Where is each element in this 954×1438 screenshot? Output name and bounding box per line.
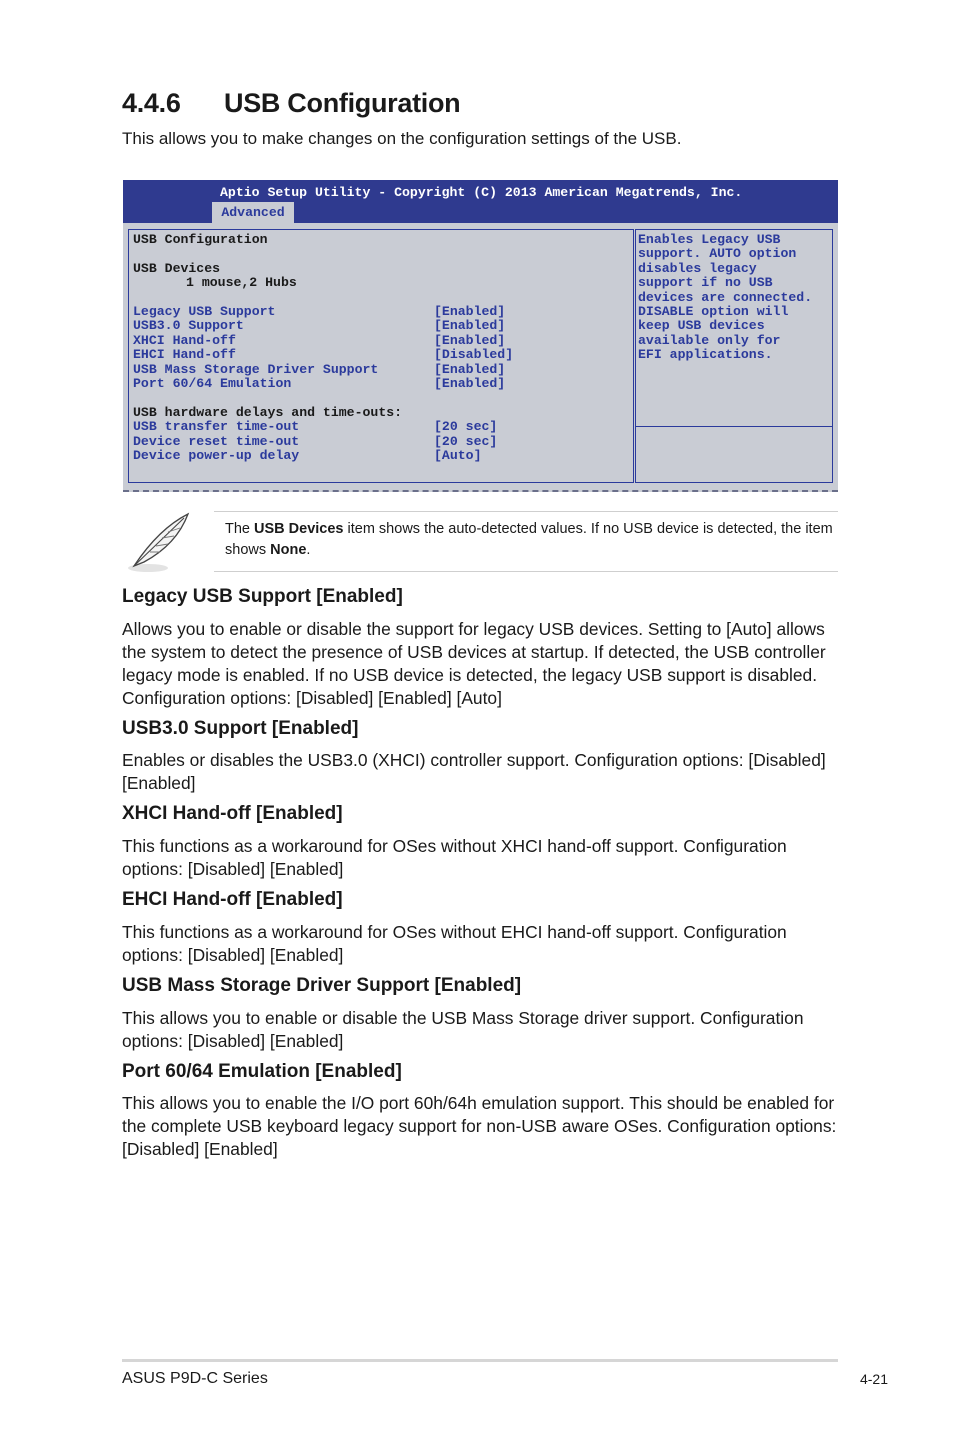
setting-usb30-support[interactable]: USB3.0 Support <box>133 318 244 333</box>
note-text <box>225 519 835 561</box>
setting-device-reset-timeout[interactable]: Device reset time-out <box>133 434 300 449</box>
item-text-legacy-usb: Allows you to enable or disable the support for legacy USB devices. Setting to [Auto] allows the system to detect the presence of USB devices at startup. If detected, the USB controller legacy mode is enabled. If no USB device is detected, the legacy USB support is disabled. Configuration options: [Disabled] [Enabled] [Auto] <box>122 619 826 708</box>
item-heading-xhci: XHCI Hand-off [Enabled] <box>122 803 343 824</box>
item-text-port-6064: This allows you to enable the I/O port 60h/64h emulation support. This should be enabled for the complete USB keyboard legacy support for non-USB aware OSes. Configuration options: [Disabled] [Enabled] <box>122 1093 837 1159</box>
section-intro: This allows you to make changes on the configuration settings of the USB. <box>122 129 682 148</box>
item-heading-usb30: USB3.0 Support [Enabled] <box>122 718 359 739</box>
setting-usb-mass-storage-value[interactable]: [Enabled] <box>434 362 506 377</box>
bios-help-divider <box>636 426 832 427</box>
setting-ehci-hand-off[interactable]: EHCI Hand-off <box>133 347 236 362</box>
item-text-ehci: This functions as a workaround for OSes without EHCI hand-off support. Configuration options: [Disabled] [Enabled] <box>122 922 787 965</box>
bios-help-text: Enables Legacy USB support. AUTO option disables legacy support if no USB devices are connected. DISABLE option will keep USB devices available only for EFI applications. <box>638 232 813 363</box>
bios-heading: USB Configuration <box>133 232 268 247</box>
footer-product: ASUS P9D-C Series <box>122 1370 268 1387</box>
item-heading-ehci: EHCI Hand-off [Enabled] <box>122 889 343 910</box>
setting-port-6064-emulation[interactable]: Port 60/64 Emulation <box>133 376 292 391</box>
footer-page-number: 4-21 <box>859 1371 888 1387</box>
section-title <box>122 88 460 119</box>
item-heading-mass-storage: USB Mass Storage Driver Support [Enabled] <box>122 975 522 996</box>
note-pre: The <box>225 521 255 537</box>
note-top-rule <box>214 511 838 512</box>
setting-port-6064-emulation-value[interactable]: [Enabled] <box>434 376 506 391</box>
bios-body <box>123 223 838 492</box>
section-title-text: USB Configuration <box>224 88 461 118</box>
section-number: 4.4.6 <box>122 88 181 118</box>
setting-ehci-hand-off-value[interactable]: [Disabled] <box>434 347 514 362</box>
item-heading-legacy-usb: Legacy USB Support [Enabled] <box>122 586 403 607</box>
feather-pen-icon <box>124 508 196 578</box>
setting-xhci-hand-off[interactable]: XHCI Hand-off <box>133 333 236 348</box>
usb-devices-value: 1 mouse,2 Hubs <box>186 275 297 290</box>
setting-device-powerup-delay-value[interactable]: [Auto] <box>434 448 482 463</box>
bios-title: Aptio Setup Utility - Copyright (C) 2013 American Megatrends, Inc. <box>220 185 743 200</box>
footer-rule <box>122 1359 838 1362</box>
note-bold-usb-devices: USB Devices <box>254 521 344 537</box>
setting-usb-mass-storage[interactable]: USB Mass Storage Driver Support <box>133 362 379 377</box>
bios-header <box>123 180 838 223</box>
item-text-mass-storage: This allows you to enable or disable the USB Mass Storage driver support. Configuration options: [Disabled] [Enabled] <box>122 1008 804 1051</box>
bios-bottom-dashes <box>123 490 838 492</box>
note-bold-none: None <box>270 542 307 558</box>
setting-legacy-usb-support[interactable]: Legacy USB Support <box>133 304 276 319</box>
note-post: . <box>306 542 311 558</box>
note-bottom-rule <box>214 571 838 572</box>
setting-usb-transfer-timeout-value[interactable]: [20 sec] <box>434 419 498 434</box>
note-mid: item shows the auto-detected values. If no USB device is detected, the item shows <box>225 521 833 558</box>
setting-device-reset-timeout-value[interactable]: [20 sec] <box>434 434 498 449</box>
setting-legacy-usb-support-value[interactable]: [Enabled] <box>434 304 506 319</box>
bios-help-panel <box>635 229 833 483</box>
setting-usb30-support-value[interactable]: [Enabled] <box>434 318 506 333</box>
bios-tab-advanced[interactable]: Advanced <box>212 202 294 223</box>
setting-usb-transfer-timeout[interactable]: USB transfer time-out <box>133 419 300 434</box>
setting-device-powerup-delay[interactable]: Device power-up delay <box>133 448 300 463</box>
item-heading-port-6064: Port 60/64 Emulation [Enabled] <box>122 1061 402 1082</box>
item-text-xhci: This functions as a workaround for OSes without XHCI hand-off support. Configuration options: [Disabled] [Enabled] <box>122 836 787 879</box>
usb-devices-label: USB Devices <box>133 261 221 276</box>
timeouts-heading: USB hardware delays and time-outs: <box>133 405 403 420</box>
bios-settings-panel <box>128 229 634 483</box>
bios-screenshot <box>123 180 838 492</box>
item-text-usb30: Enables or disables the USB3.0 (XHCI) controller support. Configuration options: [Disabled] [Enabled] <box>122 750 826 793</box>
setting-xhci-hand-off-value[interactable]: [Enabled] <box>434 333 506 348</box>
